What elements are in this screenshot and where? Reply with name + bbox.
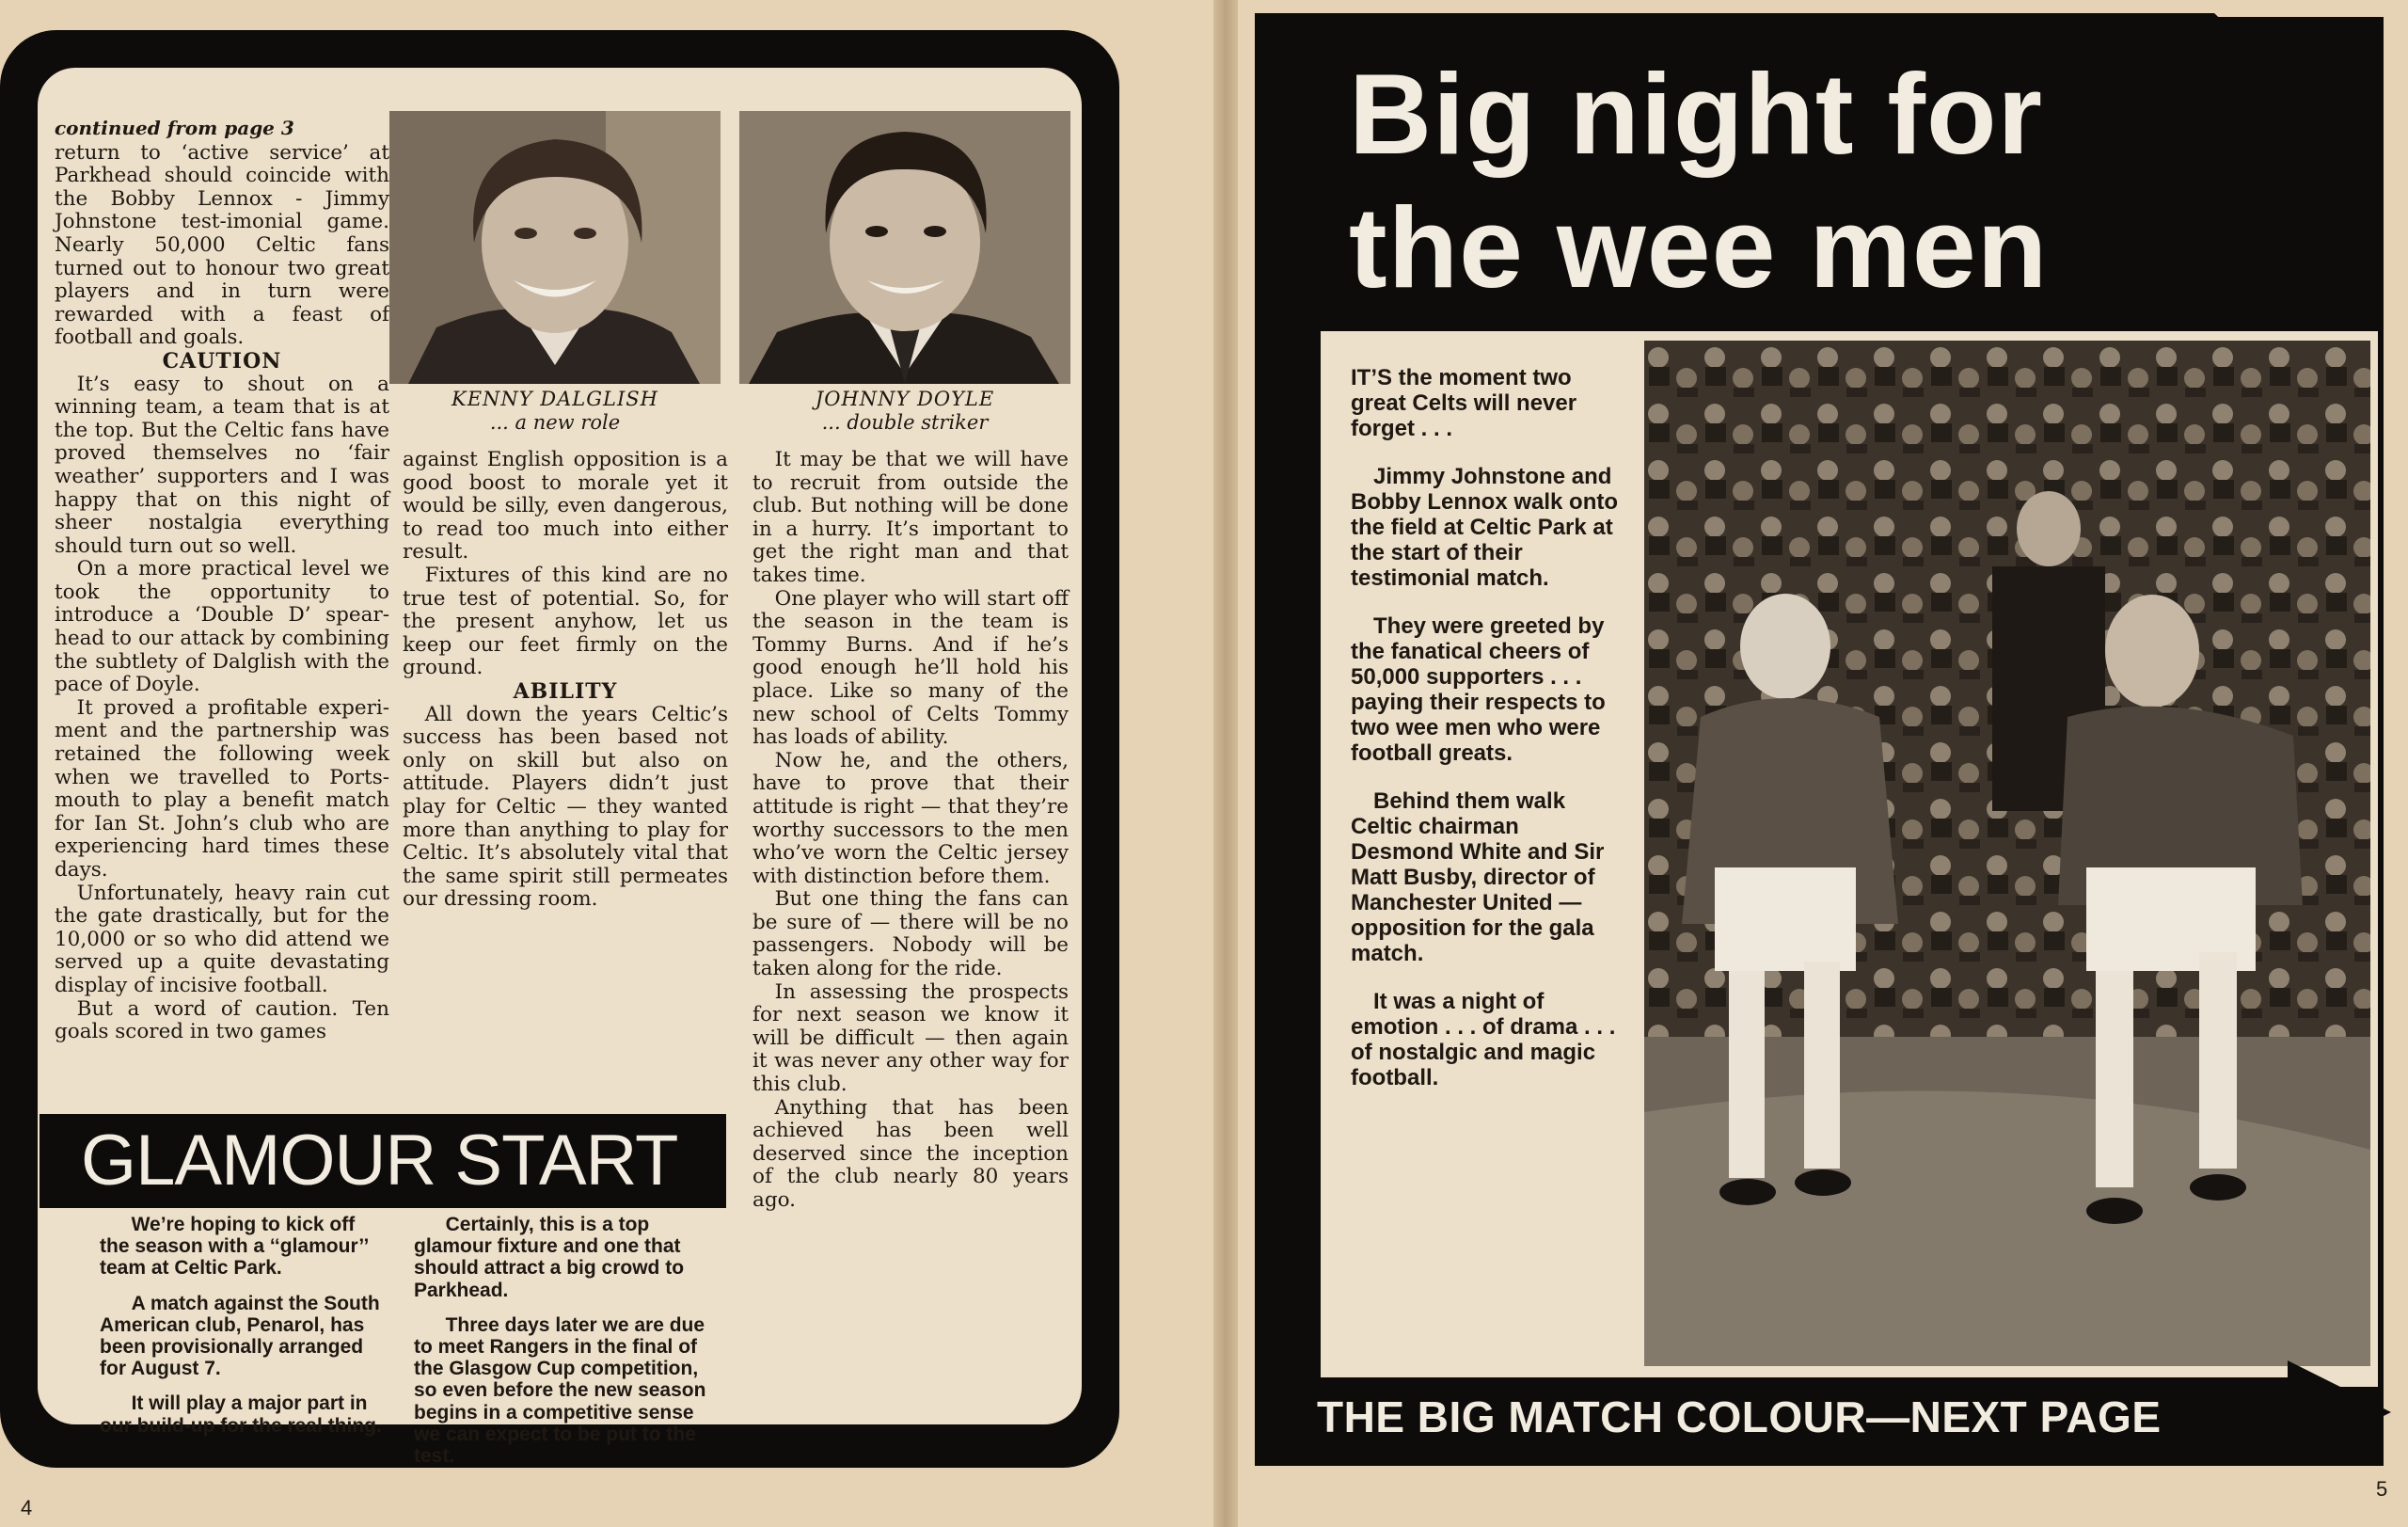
paragraph: IT’S the moment two great Celts will never forget . . . [1351,365,1577,441]
paragraph: But a word of caution. Ten goals scored in two games [55,996,389,1044]
photo-johnny-doyle [739,111,1070,384]
paragraph: Jimmy Johnstone and Bobby Lennox walk onto the field at Celtic Park at the start of their testimonial match. [1351,464,1619,591]
caption-text: ... double striker [821,411,989,434]
page-gutter [1213,0,1238,1527]
paragraph: Three days later we are due to meet Rangers in the final of the Glasgow Cup competition, so even before the new season begins in a competitive sense we can expect to be put to the test. [414,1313,706,1468]
headline-line-2: the wee men [1349,183,2049,311]
paragraph: Anything that has been achieved has been well deserved since the inception of the club nearly 80 years ago. [752,1095,1069,1212]
photo-kenny-dalglish [389,111,721,384]
paragraph: We’re hoping to kick off the season with a ‘‘glamour’’ team at Celtic Park. [100,1214,369,1280]
photo-story-text [1351,365,1624,1113]
paragraph: against English opposition is a good boost to morale yet it would be silly, even dangerous, to read too much into either result. [403,448,728,565]
subheading-ability: ABILITY [513,678,618,704]
paragraph: All down the years Celtic’s success has been based not only on skill but also on attitude. Players didn’t just play for Celtic — they wanted more than anything to play for Celtic. It’s absolutely vital that the same spirit still permeates our dressing room. [403,702,728,912]
glamour-column-2 [414,1214,713,1480]
paragraph: It’s easy to shout on a winning team, a team that is at the top. But the Celtic fans have proved themselves no ‘fair weather’ supporters and I was happy that on this night of sheer nostalgia everything should turn out so well. [55,372,389,558]
paragraph: One player who will start off the season in the team is Tommy Burns. And if he’s good enough he’ll hold his place. Like so many of the new school of Celts Tommy has loads of ability. [752,586,1069,750]
headline [1349,47,2048,314]
paragraph: It proved a profitable experi-ment and the partnership was retained the following week when we travelled to Ports-mouth to play a benefit match for Ian St. John’s club who are experiencing hard times these days. [55,695,389,882]
paragraph: Unfortunately, heavy rain cut the gate drastically, but for the 10,000 or so who did attend we served up a quite devastating display of incisive football. [55,881,389,997]
paragraph: Certainly, this is a top glamour fixture and one that should attract a big crowd to Parkhead. [414,1214,685,1301]
glamour-start-heading: GLAMOUR START [40,1114,726,1208]
subheading-caution: CAUTION [162,348,282,374]
paragraph: In assessing the prospects for next season we know it will be difficult — then again it was never any other way for this club. [752,979,1069,1097]
continued-note: continued from page 3 [55,117,294,139]
left-page-frame [0,30,1119,1468]
paragraph: It will play a major part in our build-up for the real thing. [100,1392,382,1437]
caption-name: JOHNNY DOYLE [815,388,995,410]
caption-kenny-dalglish [389,388,721,435]
page-number-left: 4 [21,1496,33,1519]
paragraph: Now he, and the others, have to prove that their attitude is right — that they’re worthy successors to the men who’ve worn the Celtic jersey with distinction before them. [752,748,1069,888]
left-page-panel [38,68,1082,1468]
glamour-column-1 [100,1214,386,1450]
paragraph: They were greeted by the fanatical cheers of 50,000 supporters . . . paying their respects to two wee men who were football greats. [1351,613,1606,766]
article-column-1 [55,117,389,1044]
next-page-banner-text: THE BIG MATCH COLOUR—NEXT PAGE [1317,1392,2162,1441]
article-column-2 [403,449,728,912]
paragraph: Fixtures of this kind are no true test of potential. So, for the present anyhow, let us keep our feet firmly on the ground. [403,563,728,680]
paragraph: Behind them walk Celtic chairman Desmond White and Sir Matt Busby, director of Manchester United — opposition for the gala match. [1351,788,1605,966]
caption-johnny-doyle [739,388,1070,435]
photo-players-walking-out [1644,341,2370,1366]
paragraph: On a more practical level we took the opportunity to introduce a ‘Double D’ spear-head to our attack by combining the subtlety of Dalglish with the pace of Doyle. [55,557,389,697]
caption-text: ... a new role [489,411,621,434]
paragraph: A match against the South American club, Penarol, has been provisionally arranged for August 7. [100,1292,380,1380]
article-column-3 [752,449,1069,1213]
caption-name: KENNY DALGLISH [452,388,658,410]
paragraph: return to ‘active service’ at Parkhead should coincide with the Bobby Lennox - Jimmy Johnstone test-imonial game. Nearly 50,000 Celtic fans turned out to honour two great players and in turn were rewarded with a feast of football and goals. [55,140,389,350]
paragraph: It may be that we will have to recruit from outside the club. But nothing will be done in a hurry. It’s important to get the right man and that takes time. [752,448,1069,587]
headline-line-1: Big night for [1349,50,2044,178]
paragraph: But one thing the fans can be sure of — there will be no passengers. Nobody will be taken along for the ride. [752,887,1069,981]
paragraph: It was a night of emotion . . . of drama . . . of nostalgic and magic football. [1351,989,1616,1090]
page-number-right: 5 [2376,1477,2388,1501]
